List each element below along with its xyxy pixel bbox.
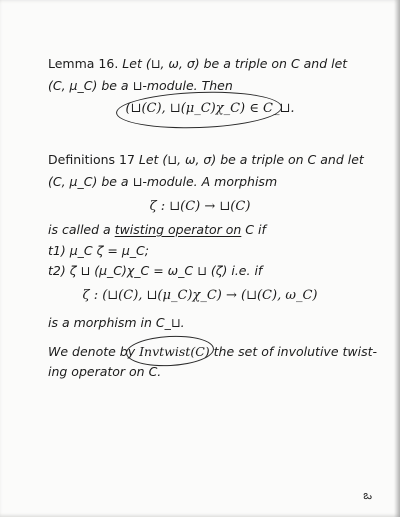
definition-line-3-suffix: C if: [245, 222, 266, 237]
definition-formula-2: ζ : (⊔(C), ⊔(μ_C)χ_C) → (⊔(C), ω_C): [82, 288, 318, 303]
definition-text-1: Let (⊔, ω, σ) be a triple on C and let: [138, 152, 364, 167]
page-number: ఒ: [363, 488, 372, 502]
definition-line-2: (C, μ_C) be a ⊔-module. A morphism: [48, 174, 278, 189]
page-edge-shadow: [394, 0, 400, 517]
definition-formula-1: ζ : ⊔(C) → ⊔(C): [149, 199, 251, 214]
lemma-line-2: (C, μ_C) be a ⊔-module. Then: [48, 78, 233, 93]
condition-t2: t2) ζ ⊔ (μ_C)χ_C = ω_C ⊔ (ζ) i.e. if: [48, 263, 263, 278]
twisting-operator-term: twisting operator on: [114, 222, 242, 237]
condition-t1: t1) μ_C ζ = μ_C;: [48, 243, 149, 258]
lemma-line-1: [48, 56, 347, 71]
invtwist-term: Invtwist(C): [139, 344, 210, 359]
lemma-formula: (⊔(C), ⊔(μ_C)χ_C) ∈ C_⊔.: [125, 101, 295, 116]
definition-line-4: is a morphism in C_⊔.: [48, 315, 185, 330]
definition-line-3: [48, 222, 266, 237]
definition-title: Definitions 17: [48, 152, 135, 167]
definition-line-3-prefix: is called a: [48, 222, 111, 237]
definition-line-1: [48, 152, 364, 167]
note-prefix: We denote by: [48, 344, 136, 359]
note-line-2: ing operator on C.: [48, 364, 162, 379]
note-suffix: the set of involutive twist-: [213, 344, 378, 359]
lemma-text-1: Let (⊔, ω, σ) be a triple on C and let: [122, 56, 348, 71]
lemma-title: Lemma 16.: [48, 56, 119, 71]
